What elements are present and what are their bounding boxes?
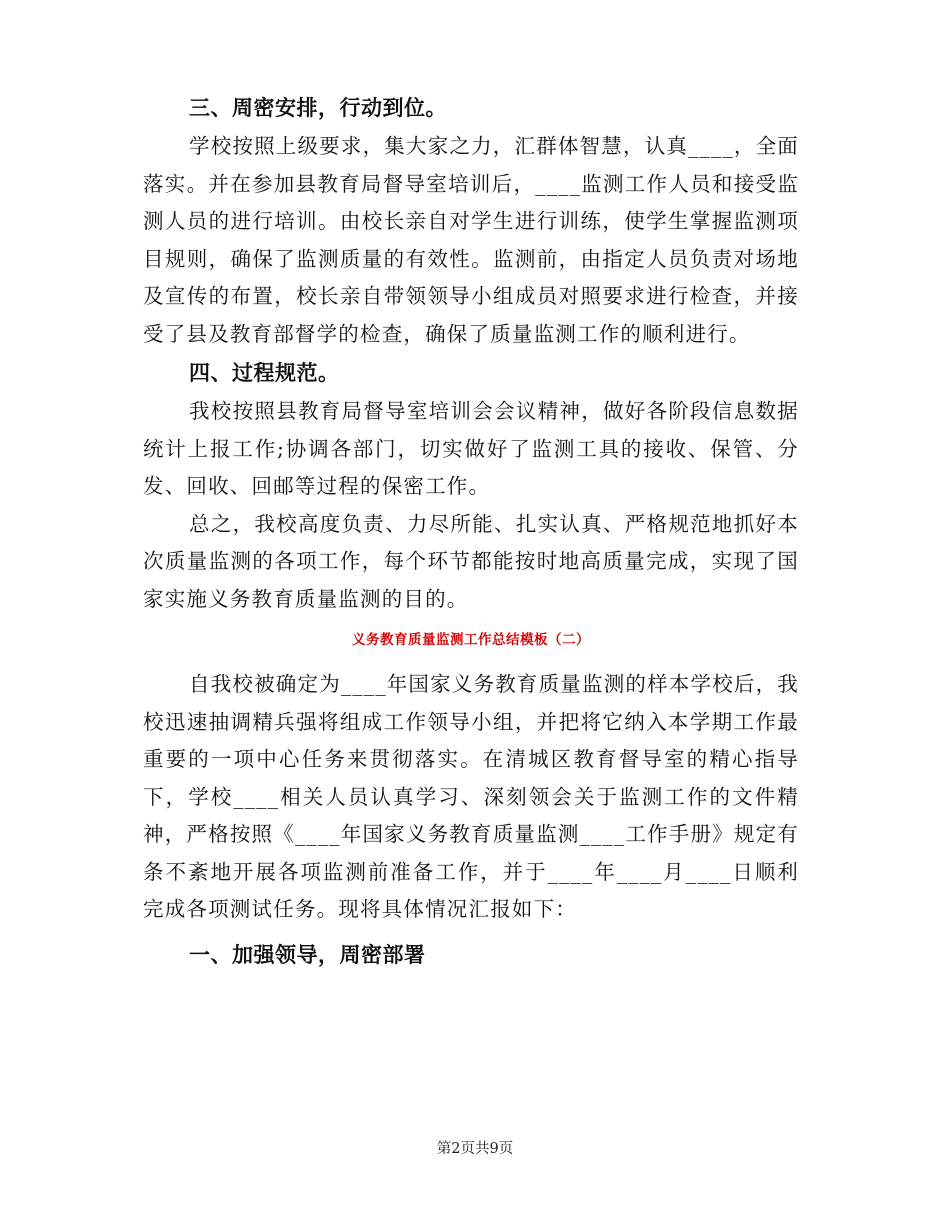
paragraph-process: 我校按照县教育局督导室培训会会议精神，做好各阶段信息数据统计上报工作;协调各部门，切实做好了监测工具的接收、保管、分发、回收、回邮等过程的保密工作。 [143, 399, 799, 498]
heading-section-1: 一、加强领导，周密部署 [189, 941, 426, 967]
page-number: 第2页共9页 [436, 1141, 514, 1157]
paragraph-intro: 自我校被确定为____年国家义务教育质量监测的样本学校后，我校迅速抽调精兵强将组成工作领导小组，并把将它纳入本学期工作最重要的一项中心任务来贯彻落实。在清城区教育督导室的精心指导下，学校____相关人员认真学习、深刻领会关于监测工作的文件精神，严格按照《____年国家义务教育质量监测____工作手册》规定有条不紊地开展各项监测前准备工作，并于____年____月____日顺利完成各项测试任务。现将具体情况汇报如下： [143, 672, 799, 921]
paragraph-arrangement: 学校按照上级要求，集大家之力，汇群体智慧，认真____，全面落实。并在参加县教育局督导室培训后，____监测工作人员和接受监测人员的进行培训。由校长亲自对学生进行训练，使学生掌握监测项目规则，确保了监测质量的有效性。监测前，由指定人员负责对场地及宣传的布置，校长亲自带领领导小组成员对照要求进行检查，并接受了县及教育部督学的检查，确保了质量监测工作的顺利进行。 [143, 134, 799, 346]
heading-section-4: 四、过程规范。 [189, 360, 340, 385]
paragraph-summary: 总之，我校高度负责、力尽所能、扎实认真、严格规范地抓好本次质量监测的各项工作，每个环节都能按时地高质量完成，实现了国家实施义务教育质量监测的目的。 [143, 511, 799, 611]
template-two-title: 义务教育质量监测工作总结模板（二） [352, 632, 590, 648]
heading-section-3: 三、周密安排，行动到位。 [189, 95, 447, 120]
document-body [143, 88, 799, 975]
